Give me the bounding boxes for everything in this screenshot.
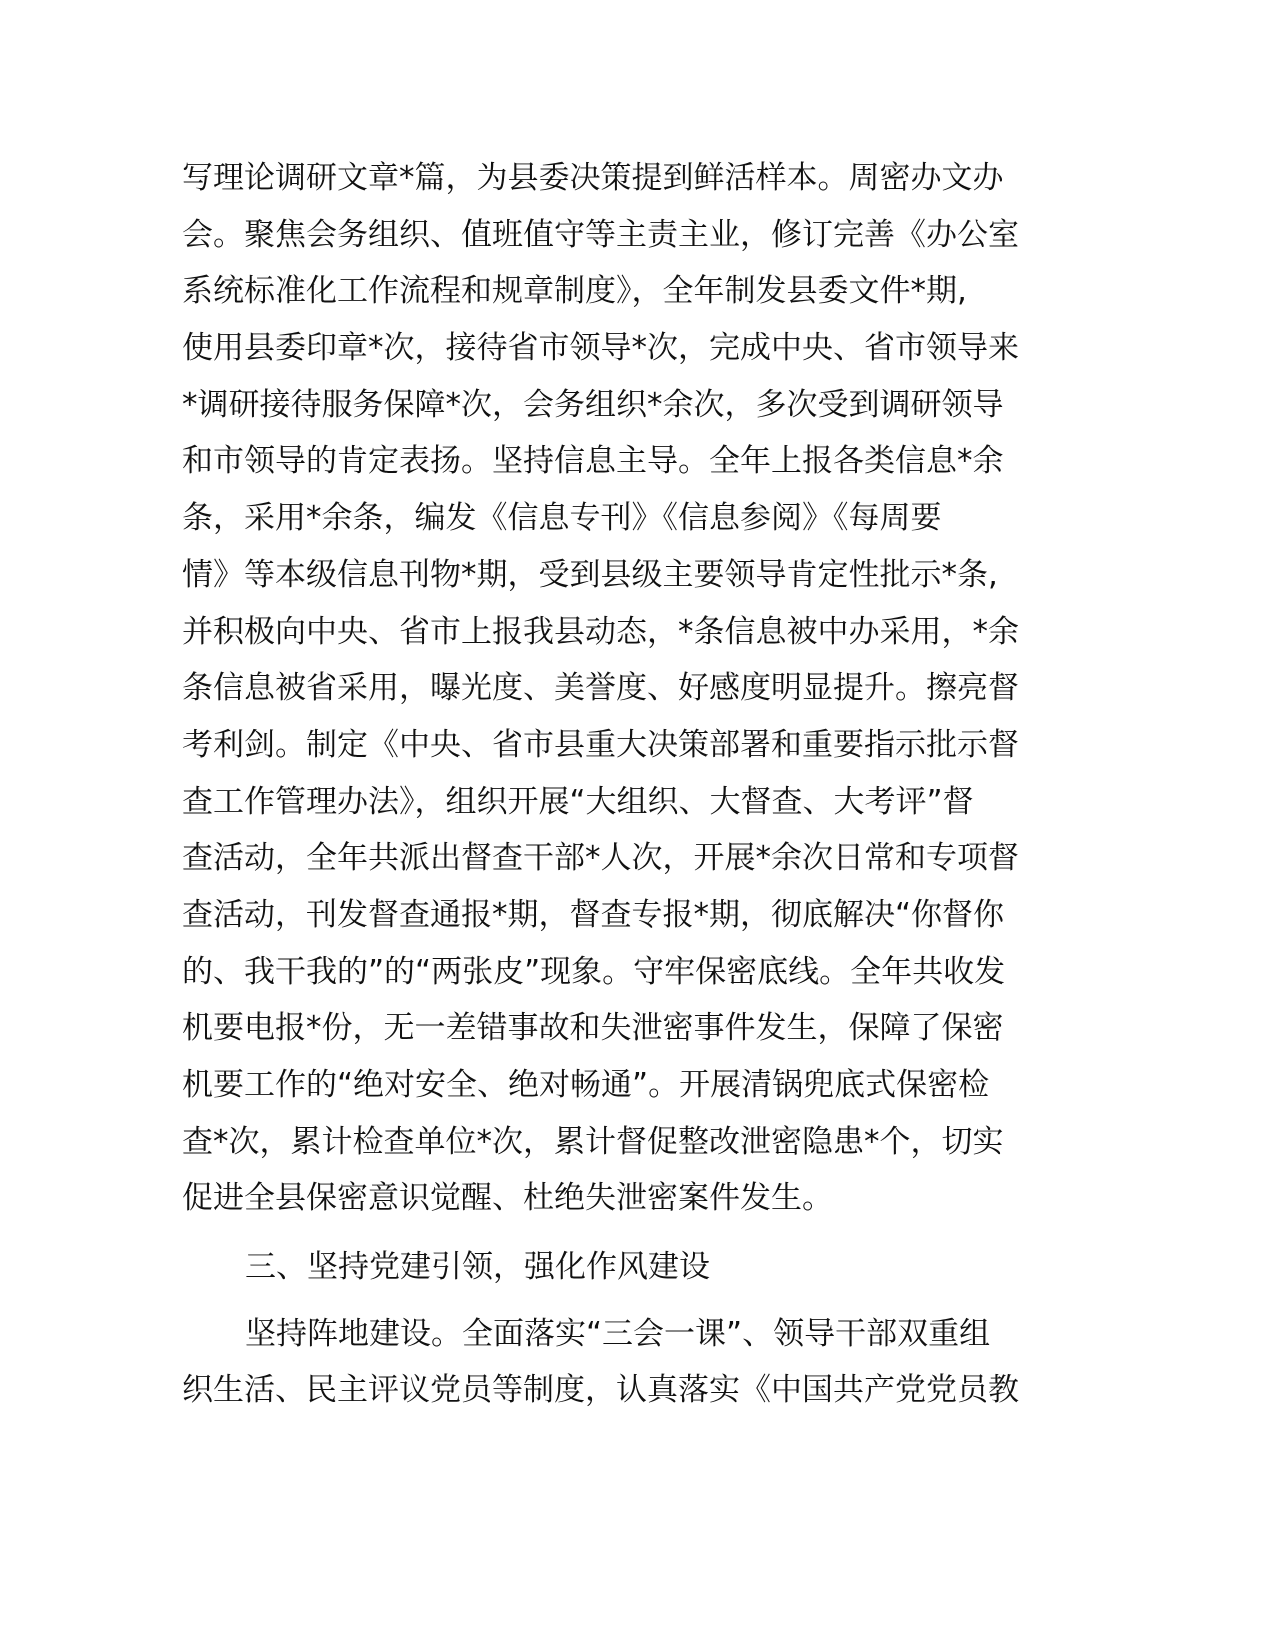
text-line: 条信息被省采用，曝光度、美誉度、好感度明显提升。擦亮督	[182, 670, 1019, 707]
text-line: 和市领导的肯定表扬。坚持信息主导。全年上报各类信息*余	[182, 443, 1004, 480]
text-line: 织生活、民主评议党员等制度，认真落实《中国共产党党员教	[182, 1372, 1019, 1409]
text-line: 会。聚焦会务组织、值班值守等主责主业，修订完善《办公室	[182, 216, 1019, 253]
section-heading: 三、坚持党建引领，强化作风建设	[245, 1249, 710, 1286]
document-body	[182, 150, 1072, 1419]
text-line: 的、我干我的”的“两张皮”现象。守牢保密底线。全年共收发	[182, 953, 1006, 990]
text-line: 并积极向中央、省市上报我县动态，*条信息被中办采用，*余	[182, 613, 1019, 650]
text-line: 坚持阵地建设。全面落实“三会一课”、领导干部双重组	[245, 1315, 991, 1352]
text-line: 查工作管理办法》，组织开展“大组织、大督查、大考评”督	[182, 783, 974, 820]
text-line: 考利剑。制定《中央、省市县重大决策部署和重要指示批示督	[182, 726, 1019, 763]
text-line: 使用县委印章*次，接待省市领导*次，完成中央、省市领导来	[182, 330, 1019, 367]
paragraph-work-summary	[182, 150, 1072, 1227]
text-line: 查*次，累计检查单位*次，累计督促整改泄密隐患*个，切实	[182, 1123, 1004, 1160]
text-line: 查活动，全年共派出督查干部*人次，开展*余次日常和专项督	[182, 840, 1019, 877]
paragraph-party-building	[182, 1306, 1072, 1419]
text-line: 机要工作的“绝对安全、绝对畅通”。开展清锅兜底式保密检	[182, 1067, 990, 1103]
text-line: 系统标准化工作流程和规章制度》，全年制发县委文件*期,	[182, 273, 967, 310]
text-line: 条，采用*余条，编发《信息专刊》《信息参阅》《每周要	[182, 500, 942, 537]
text-line: 促进全县保密意识觉醒、杜绝失泄密案件发生。	[182, 1180, 833, 1217]
text-line: 写理论调研文章*篇，为县委决策提到鲜活样本。周密办文办	[182, 160, 1004, 196]
text-line: 情》等本级信息刊物*期，受到县级主要领导肯定性批示*条,	[182, 556, 998, 593]
text-line: *调研接待服务保障*次，会务组织*余次，多次受到调研领导	[182, 386, 1004, 423]
text-line: 查活动，刊发督查通报*期，督查专报*期，彻底解决“你督你	[182, 896, 1005, 933]
text-line: 机要电报*份，无一差错事故和失泄密事件发生，保障了保密	[182, 1010, 1004, 1047]
